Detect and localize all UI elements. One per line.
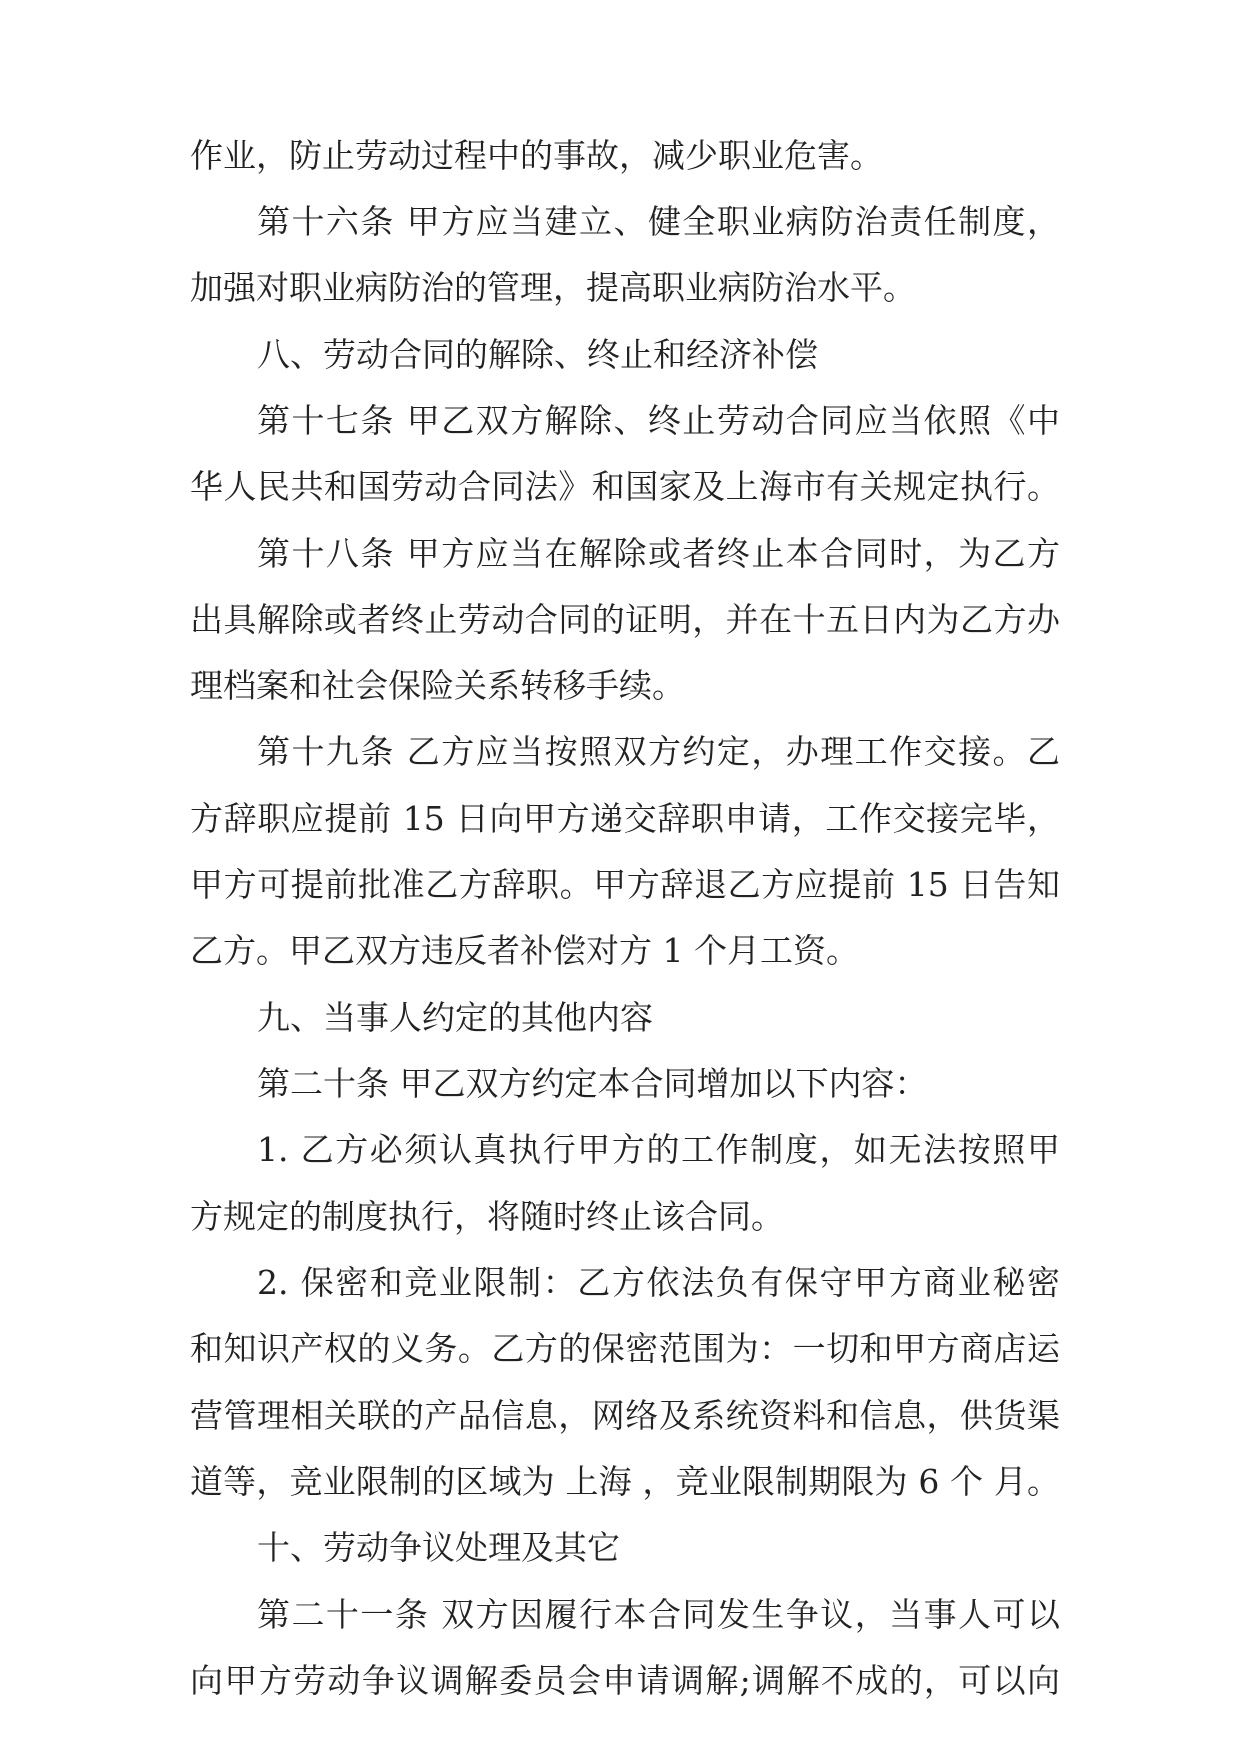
text-line-9: 理档案和社会保险关系转移手续。 xyxy=(190,666,685,705)
text-line-15: 第二十条 甲乙双方约定本合同增加以下内容： xyxy=(257,1064,928,1103)
text-line-4: 八、劳动合同的解除、终止和经济补偿 xyxy=(257,335,818,374)
text-line-8: 出具解除或者终止劳动合同的证明，并在十五日内为乙方办 xyxy=(190,600,1060,639)
text-line-16: 1. 乙方必须认真执行甲方的工作制度，如无法按照甲 xyxy=(257,1130,1060,1169)
text-line-11: 方辞职应提前 15 日向甲方递交辞职申请，工作交接完毕， xyxy=(190,799,1060,838)
text-line-22: 十、劳动争议处理及其它 xyxy=(257,1528,620,1567)
text-line-14: 九、当事人约定的其他内容 xyxy=(257,998,653,1037)
text-line-13: 乙方。甲乙双方违反者补偿对方 1 个月工资。 xyxy=(190,931,859,970)
text-line-7: 第十八条 甲方应当在解除或者终止本合同时，为乙方 xyxy=(257,534,1060,573)
text-line-20: 营管理相关联的产品信息，网络及系统资料和信息，供货渠 xyxy=(190,1396,1060,1435)
text-line-17: 方规定的制度执行，将随时终止该合同。 xyxy=(190,1197,784,1236)
text-line-5: 第十七条 甲乙双方解除、终止劳动合同应当依照《中 xyxy=(257,401,1060,440)
text-line-18: 2. 保密和竞业限制：乙方依法负有保守甲方商业秘密 xyxy=(257,1263,1060,1302)
text-line-24: 向甲方劳动争议调解委员会申请调解;调解不成的，可以向 xyxy=(190,1661,1060,1700)
text-line-23: 第二十一条 双方因履行本合同发生争议，当事人可以 xyxy=(257,1595,1060,1634)
text-line-10: 第十九条 乙方应当按照双方约定，办理工作交接。乙 xyxy=(257,732,1060,771)
text-line-2: 第十六条 甲方应当建立、健全职业病防治责任制度， xyxy=(257,202,1060,241)
text-line-12: 甲方可提前批准乙方辞职。甲方辞退乙方应提前 15 日告知 xyxy=(190,865,1060,904)
text-line-6: 华人民共和国劳动合同法》和国家及上海市有关规定执行。 xyxy=(190,467,1060,506)
text-line-1: 作业，防止劳动过程中的事故，减少职业危害。 xyxy=(190,136,883,175)
text-line-3: 加强对职业病防治的管理，提高职业病防治水平。 xyxy=(190,268,916,307)
text-line-19: 和知识产权的义务。乙方的保密范围为：一切和甲方商店运 xyxy=(190,1329,1060,1368)
text-line-21: 道等，竞业限制的区域为 上海 ，竞业限制期限为 6 个 月。 xyxy=(190,1462,1060,1501)
